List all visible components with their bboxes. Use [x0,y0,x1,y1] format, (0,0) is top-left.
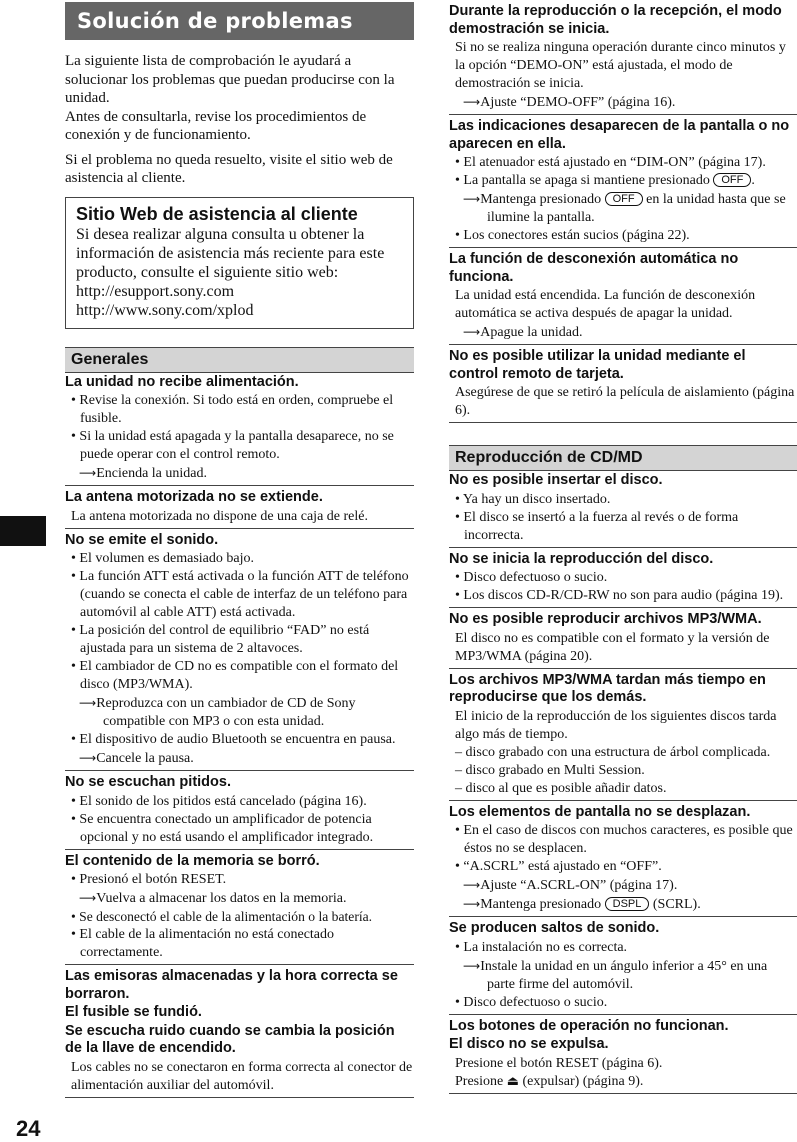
off-key: OFF [605,192,643,206]
issue-text: Presione el botón RESET (página 6). [455,1055,663,1071]
issue-slow: Los archivos MP3/WMA tardan más tiempo en reproducirse que los demás. El inicio de la reproducción de los siguientes discos tarda algo más de tiempo. – disco grabado con una estructura de árbol complicada. – disco grabado en Multi Session. – disco al que es posible añadir datos. [449,669,797,801]
intro-p1: La siguiente lista de comprobación le ayudará a solucionar los problemas que puedan producirse con la unidad. [65,53,395,106]
bullet-text: La posición del control de equilibrio “FAD” no está ajustada para un sistema de 2 altavoces. [79,623,370,656]
right-column [449,2,797,1094]
intro-p3: Si el problema no queda resuelto, visite el sitio web de asistencia al cliente. [65,151,393,186]
support-url-2[interactable]: http://www.sony.com/xplod [76,301,254,319]
issue-title: Se producen saltos de sonido. [449,920,660,936]
dspl-key: DSPL [605,897,650,911]
arrow-right-icon: ⟶ [463,958,481,973]
arrow-right-icon: ⟶ [463,325,481,339]
section-tab-marker [0,516,46,546]
page-number: 24 [16,1116,41,1141]
issue-title: No es posible insertar el disco. [449,472,663,488]
issue-remote [449,345,797,423]
issue-text: (expulsar) (página 9). [522,1073,644,1089]
issue-autooff [449,248,797,345]
issue-title: No es posible reproducir archivos MP3/WMA. [449,611,762,627]
remedy-text: Mantenga presionado [480,897,602,912]
issue-start: No se inicia la reproducción del disco. • Disco defectuoso o sucio. • Los discos CD-R/CD-RW no son para audio (página 19). [449,548,797,609]
bullet-text: El cambiador de CD no es compatible con el formato del disco (MP3/WMA). [79,659,399,692]
issue-demo [449,2,797,115]
issue-scroll: Los elementos de pantalla no se desplazan. • En el caso de discos con muchos caracteres, es posible que éstos no se desplacen. • “A.SCRL” está ajustado en “OFF”. ⟶Ajuste “A.SCRL-ON” (página 17). ⟶Mantenga presionado DSPL (SCRL). [449,801,797,918]
bullet-text: Ya hay un disco insertado. [462,491,611,507]
bullet-text: Los conectores están sucios (página 22). [463,228,690,243]
bullet-text: La pantalla se apaga si mantiene presionado [463,173,710,188]
bullet-text: El volumen es demasiado bajo. [79,551,254,566]
arrow-right-icon: ⟶ [79,891,97,905]
bullet-text: Revise la conexión. Si todo está en orden, compruebe el fusible. [79,393,394,426]
issue-text: Los cables no se conectaron en forma correcta al conector de alimentación auxiliar del automóvil. [71,1059,413,1093]
support-box-body: Si desea realizar alguna consulta u obtener la información de asistencia más reciente para este producto, consulte el siguiente sitio web: [76,225,385,281]
issue-title: La unidad no recibe alimentación. [65,373,299,390]
intro-p2: Antes de consultarla, revise los procedimientos de conexión y de funcionamiento. [65,108,367,143]
remedy-text: Cancele la pausa. [96,751,194,766]
arrow-right-icon: ⟶ [79,696,97,710]
issue-memory: El contenido de la memoria se borró. • Presionó el botón RESET. ⟶Vuelva a almacenar los datos en la memoria. • Se desconectó el cable de la alimentación o la batería. • El cable de la alimentación no está conectado correctamente. [65,850,414,966]
issue-title: El fusible se fundió. [65,1004,202,1020]
remedy-text: Mantenga presionado [480,192,602,207]
issue-title: No se emite el sonido. [65,531,219,548]
bullet-text: En el caso de discos con muchos caracteres, es posible que éstos no se desplacen. [463,823,793,856]
bullet-text: El sonido de los pitidos está cancelado (página 16). [79,793,367,809]
dash-text: disco grabado en Multi Session. [465,762,645,778]
issue-title: El disco no se expulsa. [449,1036,609,1052]
remedy-text: Ajuste “DEMO-OFF” (página 16). [480,95,676,110]
bullet-text: “A.SCRL” está ajustado en “OFF”. [463,859,662,874]
issue-title: Los archivos MP3/WMA tardan más tiempo en reproducirse que los demás. [449,671,766,705]
issue-text: La antena motorizada no dispone de una caja de relé. [71,508,368,524]
remedy-text: Encienda la unidad. [96,466,207,481]
issue-text: Asegúrese de que se retiró la película de aislamiento (página 6). [455,385,795,418]
issue-text: El inicio de la reproducción de los siguientes discos tarda algo más de tiempo. [455,708,777,742]
support-url-1[interactable]: http://esupport.sony.com [76,282,235,300]
remedy-text: Apague la unidad. [480,325,583,340]
bullet-text: Se encuentra conectado un amplificador de potencia opcional y no está usando el amplificador integrado. [79,811,374,845]
arrow-right-icon: ⟶ [463,897,481,911]
arrow-right-icon: ⟶ [463,192,481,206]
eject-icon: ⏏ [506,1073,520,1089]
issue-title: La antena motorizada no se extiende. [65,489,323,505]
remedy-text: Instale la unidad en un ángulo inferior a 45° en una parte firme del automóvil. [480,958,768,992]
issue-title: Durante la reproducción o la recepción, el modo demostración se inicia. [449,3,782,37]
issue-display: Las indicaciones desaparecen de la pantalla o no aparecen en ella. • El atenuador está ajustado en “DIM-ON” (página 17). • La pantalla se apaga si mantiene presionado OFF . ⟶Mantenga presionado OFF en la unidad hasta que se ilumine la pantalla. • Los conectores están sucios (página 22). [449,115,797,248]
issue-buttons [449,1015,797,1094]
dash-text: disco grabado con una estructura de árbol complicada. [465,744,771,760]
bullet-text: El disco se insertó a la fuerza al revés o de forma incorrecta. [463,509,739,543]
section-generales: Generales [65,347,414,373]
support-box-title: Sitio Web de asistencia al cliente [76,203,358,224]
bullet-text: Presionó el botón RESET. [79,872,227,887]
remedy-text: en la unidad hasta que se ilumine la pantalla. [487,192,786,225]
issue-title: Los botones de operación no funcionan. [449,1017,729,1034]
bullet-text: Si la unidad está apagada y la pantalla desaparece, no se puede operar con el control remoto. [79,429,394,462]
bullet-text: Disco defectuoso o sucio. [463,570,608,585]
arrow-right-icon: ⟶ [79,466,97,480]
bullet-text: El atenuador está ajustado en “DIM-ON” (página 17). [463,155,766,170]
bullet-text: Disco defectuoso o sucio. [463,994,608,1010]
bullet-text: La función ATT está activada o la función ATT de teléfono (cuando se conecta el cable de interfaz de un teléfono para automóvil al cable ATT) está activada. [79,569,409,620]
left-column [65,52,414,1098]
issue-title: La función de desconexión automática no funciona. [449,251,739,285]
issue-title: No es posible utilizar la unidad mediante el control remoto de tarjeta. [449,348,746,382]
issue-text: Si no se realiza ninguna operación durante cinco minutos y la opción “DEMO-ON” está ajustada, el modo de demostración se inicia. [455,40,786,91]
issue-title: Se escucha ruido cuando se cambia la posición de la llave de encendido. [65,1022,395,1056]
issue-sound: No se emite el sonido. • El volumen es demasiado bajo. • La función ATT está activada o la función ATT de teléfono (cuando se conecta el cable de interfaz de un teléfono para automóvil al cable ATT) está activada. • La posición del control de equilibrio “FAD” no está ajustada para un sistema de 2 altavoces. • El cambiador de CD no es compatible con el formato del disco (MP3/WMA). ⟶Reproduzca con un cambiador de CD de Sony compatible con MP3 o con esta unidad. • El dispositivo de audio Bluetooth se encuentra en pausa. ⟶Cancele la pausa. [65,529,414,772]
issue-insert: No es posible insertar el disco. • Ya hay un disco insertado. • El disco se insertó a la fuerza al revés o de forma incorrecta. [449,471,797,548]
bullet-text: El cable de la alimentación no está conectado correctamente. [79,927,335,960]
bullet-text: Los discos CD-R/CD-RW no son para audio (página 19). [463,588,784,603]
issue-skip: Se producen saltos de sonido. • La instalación no es correcta. ⟶Instale la unidad en un ángulo inferior a 45° en una parte firme del automóvil. • Disco defectuoso o sucio. [449,917,797,1015]
remedy-text: Vuelva a almacenar los datos en la memoria. [96,891,347,906]
issue-title: Los elementos de pantalla no se desplazan. [449,803,751,820]
remedy-text: Ajuste “A.SCRL-ON” (página 17). [480,878,678,893]
section-reproduccion-cd-md: Reproducción de CD/MD [449,445,797,471]
bullet-text: Se desconectó el cable de la alimentación o la batería. [79,909,373,924]
arrow-right-icon: ⟶ [79,751,97,765]
remedy-text: Reproduzca con un cambiador de CD de Sony compatible con MP3 o con esta unidad. [96,696,356,729]
issue-beep: No se escuchan pitidos. • El sonido de los pitidos está cancelado (página 16). • Se encuentra conectado un amplificador de potencia opcional y no está usando el amplificador integrado. [65,771,414,850]
issue-power: La unidad no recibe alimentación. • Revise la conexión. Si todo está en orden, compruebe el fusible. • Si la unidad está apagada y la pantalla desaparece, no se puede operar con el control remoto. ⟶Encienda la unidad. [65,373,414,487]
issue-text: Presione [455,1073,504,1089]
intro-text [65,52,414,188]
bullet-text: El dispositivo de audio Bluetooth se encuentra en pausa. [79,732,396,747]
issue-title: No se escuchan pitidos. [65,774,231,790]
bullet-text: La instalación no es correcta. [463,939,628,955]
page-title: Solución de problemas [65,2,414,40]
issue-text: El disco no es compatible con el formato y la versión de MP3/WMA (página 20). [455,630,770,664]
arrow-right-icon: ⟶ [463,878,481,892]
remedy-text: (SCRL). [652,897,701,912]
issue-text: La unidad está encendida. La función de desconexión automática se activa después de apagar la unidad. [455,288,756,321]
issue-antenna [65,486,414,529]
support-box [65,197,414,329]
issue-title: No se inicia la reproducción del disco. [449,550,714,567]
off-key: OFF [713,173,751,187]
arrow-right-icon: ⟶ [463,95,481,109]
issue-title: Las indicaciones desaparecen de la pantalla o no aparecen en ella. [449,118,790,152]
issue-title: Las emisoras almacenadas y la hora correcta se borraron. [65,968,398,1002]
dash-text: disco al que es posible añadir datos. [465,780,667,796]
issue-title: El contenido de la memoria se borró. [65,852,320,869]
issue-stations [65,965,414,1098]
issue-mp3 [449,608,797,669]
